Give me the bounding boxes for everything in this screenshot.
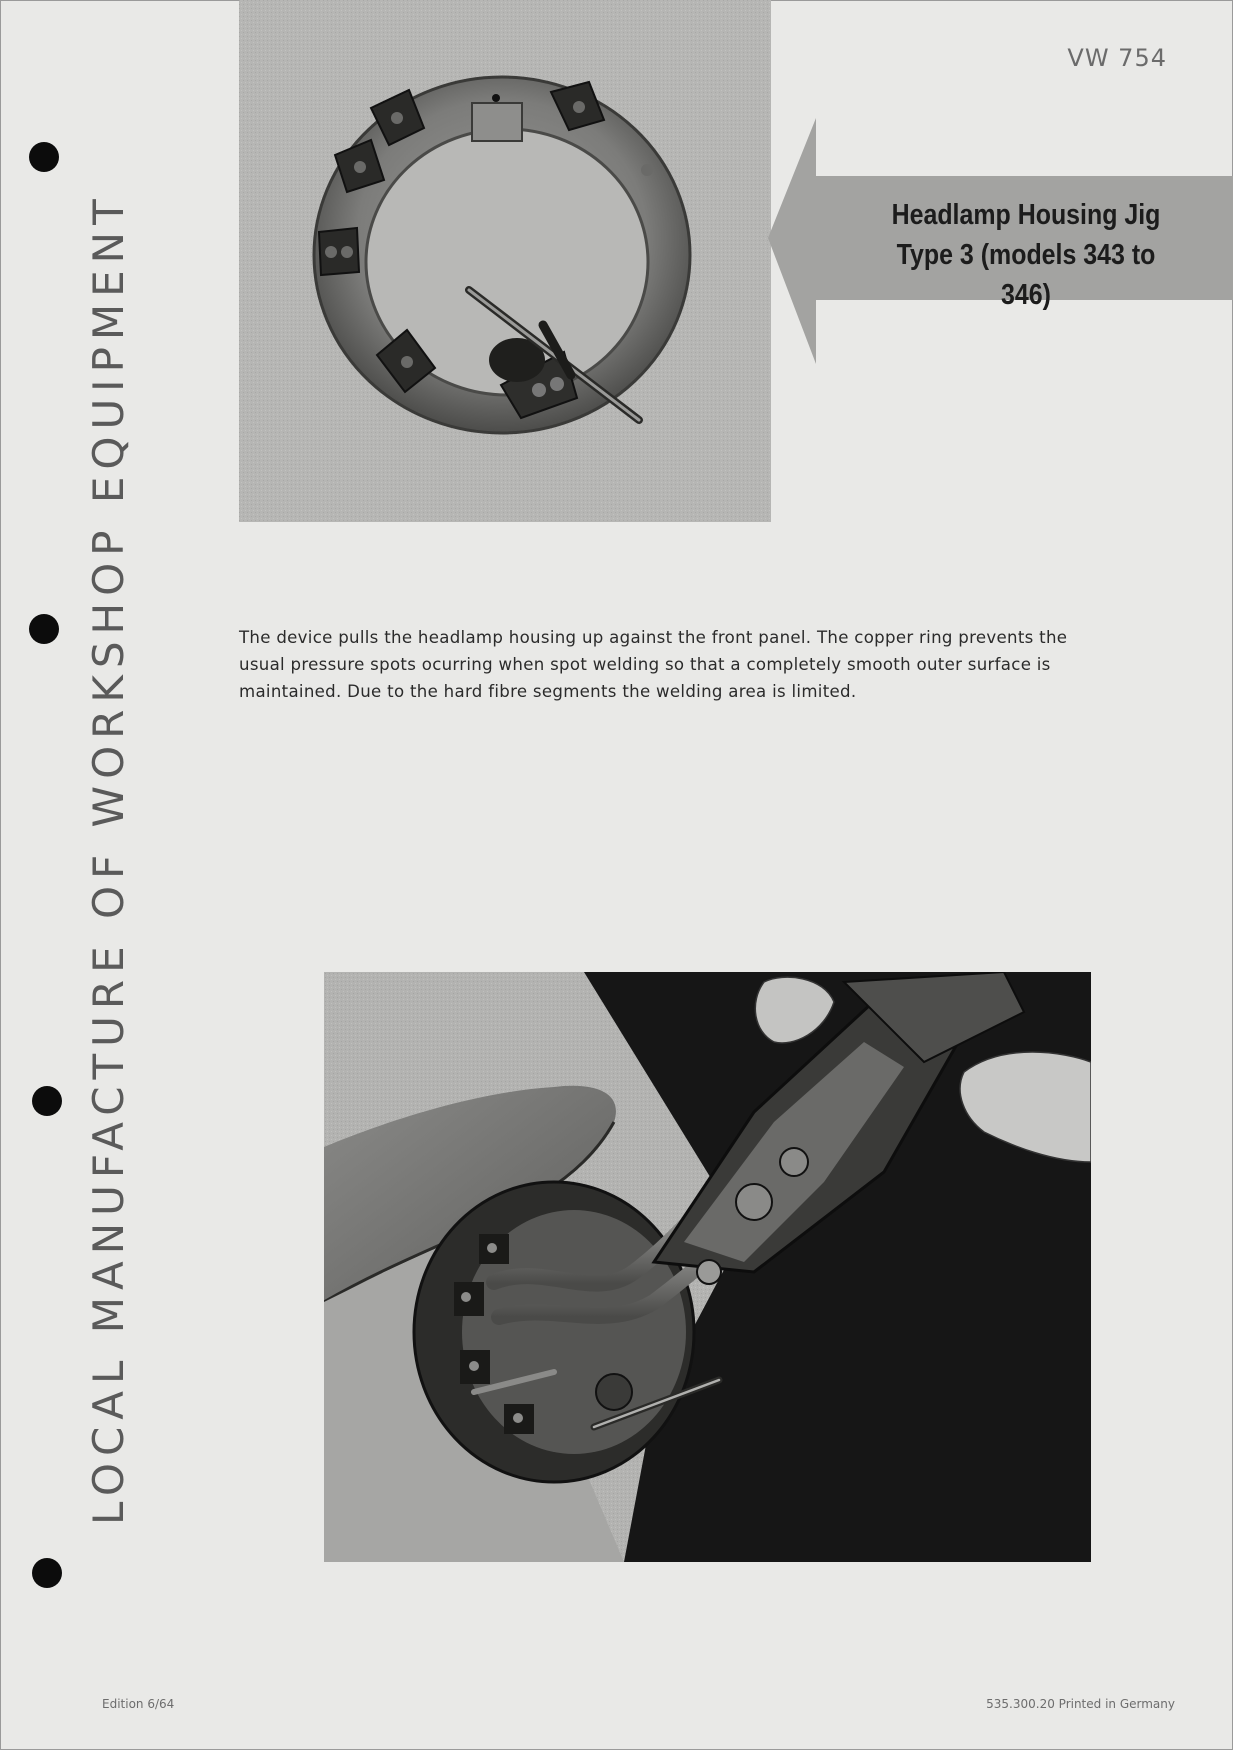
welding-usage-photo	[324, 972, 1091, 1562]
jig-ring-photo	[239, 0, 771, 522]
product-title	[870, 195, 1181, 315]
side-title: LOCAL MANUFACTURE OF WORKSHOP EQUIPMENT	[84, 192, 133, 1525]
binder-hole	[32, 1086, 62, 1116]
binder-hole	[29, 614, 59, 644]
document-code: VW 754	[1067, 44, 1167, 72]
product-title-line2: Type 3 (models 343 to 346)	[896, 239, 1156, 311]
description-paragraph: The device pulls the headlamp housing up against the front panel. The copper ring prevents the usual pressure spots ocurring when spot welding so that a completely smooth outer surface is maintained. Due to the hard fibre segments the welding area is limited.	[239, 628, 1068, 701]
product-title-line1: Headlamp Housing Jig	[891, 199, 1161, 231]
binder-hole	[32, 1558, 62, 1588]
binder-hole	[29, 142, 59, 172]
edition-label: Edition 6/64	[102, 1697, 175, 1711]
print-info: 535.300.20 Printed in Germany	[986, 1697, 1175, 1711]
